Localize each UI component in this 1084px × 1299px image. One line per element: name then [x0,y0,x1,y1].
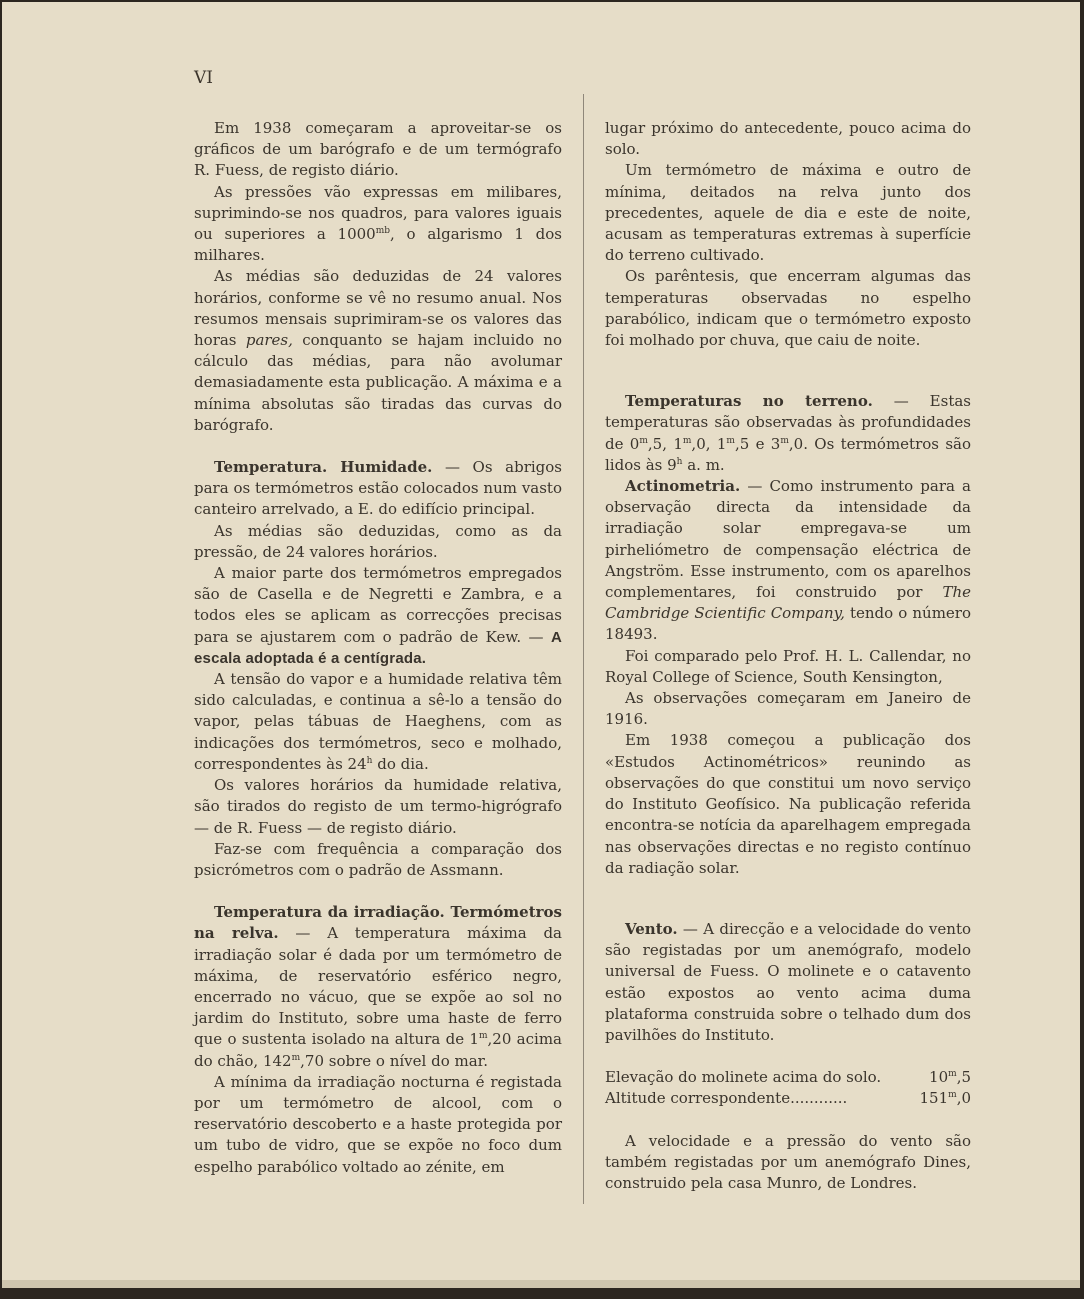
section-heading: Temperaturas no terreno. [625,392,873,411]
section-heading: Actinometria. [625,477,741,496]
paragraph: Em 1938 começaram a aproveitar-se os gráficos de um barógrafo e de um termógrafo R. Fuess, de registo diário. [194,119,562,180]
paragraph: A tensão do vapor e a humidade relativa têm sido calculadas, e continua a sê-lo a tensão do vapor, pelas tábuas de Haeghens, com as indicações dos termómetros, seco e molhado, correspondentes às 24$^h$ do dia. [194,670,562,773]
right-column [605,118,971,1194]
paragraph: Em 1938 começou a publicação dos «Estudos Actinométricos» reunindo as observações do que constitui um novo serviço do Instituto Geofísico. Na publicação referida encontra-se notícia da aparelhagem empregada nas observações directas e no registo contínuo da radiação solar. [605,731,971,877]
wind-table [605,1067,971,1109]
section-heading: Temperatura da irradiação. Termómetros na relva. [194,903,562,943]
paragraph: Os valores horários da humidade relativa, são tirados do registo de um termo-higrógrafo — de R. Fuess — de registo diário. [194,776,562,837]
document-page [2,2,1080,1288]
altitude-value: 151$^m$,0 [919,1089,971,1108]
paragraph: Um termómetro de máxima e outro de mínima, deitados na relva junto dos precedentes, aquele de dia e este de noite, acusam as temperaturas extremas à superfície do terreno cultivado. [605,161,971,265]
section-heading: Temperatura. Humidade. [214,458,433,477]
section-heading: Vento. [625,919,678,938]
paragraph: A maior parte dos termómetros empregados são de Casella e de Negretti e Zambra, e a todos eles se aplicam as correcções precisas para se ajustarem com o padrão de Kew. — A escala adoptada é a centígrada. [194,564,562,667]
paragraph: Foi comparado pelo Prof. H. L. Callendar, no Royal College of Science, South Kensington, [605,646,971,686]
paragraph: A mínima da irradiação nocturna é registada por um termómetro de alcool, com o reservatório descoberto e a haste protegida por um tubo de vidro, que se expõe no foco dum espelho parabólico voltado ao zénite, em [194,1072,562,1176]
table-row [605,1067,971,1088]
paragraph: Faz-se com frequência a comparação dos psicrómetros com o padrão de Assmann. [194,839,562,879]
paragraph: Os parêntesis, que encerram algumas das temperaturas observadas no espelho parabólico, indicam que o termómetro exposto foi molhado por chuva, que caiu de noite. [605,267,971,350]
paragraph: As médias são deduzidas de 24 valores horários, conforme se vê no resumo anual. Nos resumos mensais suprimiram-se os valores das horas pares, conquanto se hajam incluido no cálculo das médias, para não avolumar demasiadamente esta publicação. A máxima e a mínima absolutas são tiradas das curvas do barógrafo. [194,267,562,434]
paragraph: As observações começaram em Janeiro de 1916. [605,689,971,729]
section-irradiacao: Temperatura da irradiação. Termómetros na relva. — A temperatura máxima da irradiação solar é dada por um termómetro de máxima, de reservatório esférico negro, encerrado no vácuo, que se expõe ao sol no jardim do Instituto, sobre uma haste de ferro que o sustenta isolado na altura de 1$^m$,20 acima do chão, 142$^m$,70 sobre o nível do mar. [194,903,562,1070]
section-vento: Vento. — A direcção e a velocidade do vento são registadas por um anemógrafo, modelo universal de Fuess. O molinete e o catavento estão expostos ao vento acima duma plataforma construida sobre o telhado dum dos pavilhões do Instituto. [605,919,971,1044]
page-number: VI [194,68,213,88]
column-divider [583,94,584,1204]
elevation-value: 10$^m$,5 [929,1068,971,1087]
paragraph: A velocidade e a pressão do vento são também registadas por um anemógrafo Dines, construido pela casa Munro, de Londres. [605,1131,971,1192]
section-actinometria: Actinometria. — Como instrumento para a observação directa da intensidade da irradiação solar empregava-se um pirheliómetro de compensação eléctrica de Angström. Esse instrumento, com os aparelhos complementares, foi construido por The Cambridge Scientific Company, tendo o número 18493. [605,477,972,644]
left-column [194,118,562,1178]
elevation-label: Elevação do molinete acima do solo. [605,1068,882,1087]
paragraph: As médias são deduzidas, como as da pressão, de 24 valores horários. [194,521,562,561]
page-edge [2,1280,1080,1288]
paragraph: As pressões vão expressas em milibares, suprimindo-se nos quadros, para valores iguais ou superiores a $1000^{mb}$, o algarismo 1 dos milhares. [194,182,562,265]
section-terreno: Temperaturas no terreno. — Estas temperaturas são observadas às profundidades de 0$^m$,5, 1$^m$,0, 1$^m$,5 e 3$^m$,0. Os termómetros são lidos às 9$^h$ a. m. [605,392,971,474]
table-row [605,1088,971,1109]
section-temperatura: Temperatura. Humidade. — Os abrigos para os termómetros estão colocados num vasto canteiro arrelvado, a E. do edifício principal. [194,458,562,519]
altitude-label: Altitude correspondente............ [605,1089,848,1108]
paragraph: lugar próximo do antecedente, pouco acima do solo. [605,119,971,159]
